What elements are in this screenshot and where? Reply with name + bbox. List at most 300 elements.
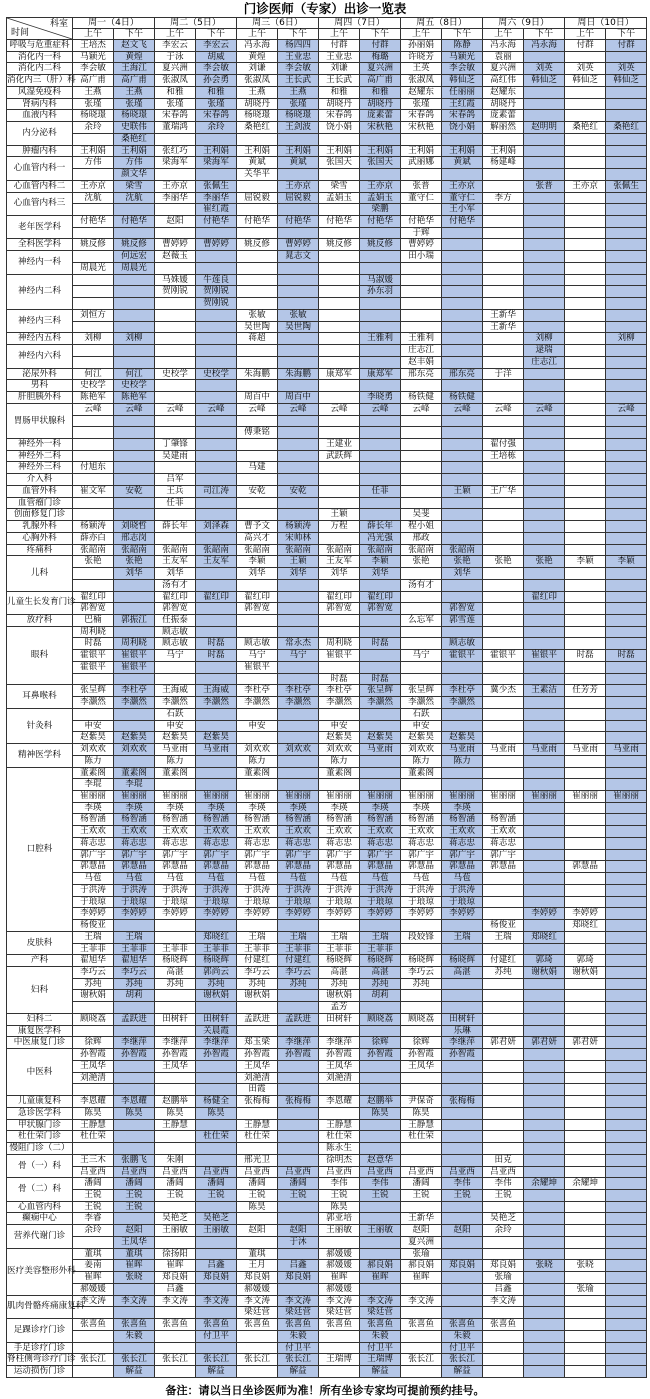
pm-doctor-cell: 苏纯 bbox=[114, 978, 155, 990]
department-name: 创面修复门诊 bbox=[7, 509, 73, 521]
table-row bbox=[7, 1119, 647, 1131]
pm-doctor-cell bbox=[524, 392, 565, 404]
am-doctor-cell: 申安 bbox=[237, 720, 278, 732]
am-doctor-cell bbox=[401, 1154, 442, 1166]
am-doctor-cell: 郝媛媛 bbox=[319, 1283, 360, 1295]
am-doctor-cell bbox=[155, 661, 196, 673]
department-name: 风湿免疫科 bbox=[7, 86, 73, 98]
am-doctor-cell bbox=[73, 251, 114, 263]
am-doctor-cell bbox=[401, 462, 442, 474]
pm-doctor-cell bbox=[524, 262, 565, 274]
department-name: 中医康复门诊 bbox=[7, 1037, 73, 1049]
am-doctor-cell: 王三木 bbox=[73, 1154, 114, 1166]
pm-doctor-cell: 宋春鸽 bbox=[196, 110, 237, 122]
am-doctor-cell bbox=[401, 1307, 442, 1319]
am-doctor-cell: 张瑾 bbox=[73, 98, 114, 110]
am-doctor-cell bbox=[565, 1319, 606, 1331]
am-doctor-cell bbox=[483, 286, 524, 298]
pm-doctor-cell bbox=[196, 708, 237, 720]
am-doctor-cell: 王友军 bbox=[319, 556, 360, 568]
am-doctor-cell bbox=[155, 345, 196, 357]
am-doctor-cell: 吴世陶 bbox=[237, 321, 278, 333]
am-doctor-cell: 李杜亭 bbox=[319, 685, 360, 697]
am-doctor-cell: 王月 bbox=[237, 1260, 278, 1272]
pm-doctor-cell: 王利娟 bbox=[114, 145, 155, 157]
am-doctor-cell: 李文涛 bbox=[155, 1295, 196, 1307]
am-doctor-cell: 李灏然 bbox=[401, 697, 442, 709]
am-doctor-cell bbox=[401, 262, 442, 274]
pm-doctor-cell: 马亚雨 bbox=[442, 744, 483, 756]
pm-doctor-cell: 王亦京 bbox=[442, 180, 483, 192]
pm-doctor-cell bbox=[606, 521, 647, 533]
pm-doctor-cell bbox=[360, 650, 401, 662]
am-doctor-cell bbox=[319, 321, 360, 333]
am-doctor-cell bbox=[319, 262, 360, 274]
pm-doctor-cell: 宋秋艳 bbox=[360, 122, 401, 134]
am-doctor-cell: 云峰 bbox=[73, 403, 114, 415]
pm-doctor-cell bbox=[606, 1107, 647, 1119]
am-doctor-cell: 苏纯 bbox=[73, 978, 114, 990]
pm-doctor-cell bbox=[196, 497, 237, 509]
table-row bbox=[7, 1342, 647, 1354]
pm-doctor-cell bbox=[114, 1084, 155, 1096]
pm-doctor-cell bbox=[360, 661, 401, 673]
am-doctor-cell: 王欢欢 bbox=[155, 826, 196, 838]
am-doctor-cell: 万程 bbox=[319, 521, 360, 533]
day-header: 周日（10日） bbox=[565, 18, 647, 29]
am-doctor-cell: 张韶南 bbox=[319, 544, 360, 556]
am-doctor-cell: 潘阔 bbox=[73, 1178, 114, 1190]
am-doctor-cell bbox=[483, 591, 524, 603]
am-doctor-cell: 付艳华 bbox=[237, 216, 278, 228]
table-row bbox=[7, 356, 647, 368]
am-doctor-cell: 于琅琼 bbox=[155, 896, 196, 908]
am-doctor-cell: 李颖 bbox=[237, 556, 278, 568]
pm-doctor-cell bbox=[442, 990, 483, 1002]
pm-doctor-cell bbox=[442, 673, 483, 685]
department-name: 心血管内科 bbox=[7, 1201, 73, 1213]
pm-doctor-cell: 李继萍 bbox=[196, 1037, 237, 1049]
pm-doctor-cell: 王锐 bbox=[360, 1189, 401, 1201]
pm-doctor-cell bbox=[524, 826, 565, 838]
pm-doctor-cell: 王菲菲 bbox=[114, 943, 155, 955]
schedule-body bbox=[7, 40, 647, 1378]
am-doctor-cell bbox=[73, 1143, 114, 1155]
am-doctor-cell: 王业忠 bbox=[319, 51, 360, 63]
am-doctor-cell bbox=[483, 251, 524, 263]
pm-doctor-cell bbox=[442, 1002, 483, 1014]
pm-doctor-cell bbox=[524, 943, 565, 955]
pm-doctor-cell bbox=[360, 427, 401, 439]
pm-doctor-cell bbox=[606, 755, 647, 767]
am-doctor-cell: 郭亚培 bbox=[319, 1213, 360, 1225]
am-doctor-cell bbox=[155, 673, 196, 685]
pm-doctor-cell bbox=[278, 462, 319, 474]
am-doctor-cell: 胡晓丹 bbox=[237, 98, 278, 110]
pm-doctor-cell bbox=[360, 262, 401, 274]
am-doctor-cell: 王凤华 bbox=[401, 1060, 442, 1072]
table-row bbox=[7, 204, 647, 216]
pm-doctor-cell bbox=[360, 1201, 401, 1213]
am-doctor-cell: 郭智宽 bbox=[319, 603, 360, 615]
am-doctor-cell: 霍银平 bbox=[73, 650, 114, 662]
am-doctor-cell bbox=[237, 497, 278, 509]
am-doctor-cell: 陈力 bbox=[319, 755, 360, 767]
am-doctor-cell: 马苞 bbox=[319, 873, 360, 885]
pm-doctor-cell bbox=[278, 767, 319, 779]
am-doctor-cell bbox=[565, 485, 606, 497]
am-doctor-cell: 任菲 bbox=[155, 497, 196, 509]
am-doctor-cell: 宋秋艳 bbox=[401, 122, 442, 134]
am-doctor-cell bbox=[237, 251, 278, 263]
am-doctor-cell: 杨智涵 bbox=[73, 814, 114, 826]
am-doctor-cell: 郑良娟 bbox=[237, 1272, 278, 1284]
am-doctor-cell bbox=[401, 438, 442, 450]
am-doctor-cell: 王凤华 bbox=[237, 1060, 278, 1072]
am-doctor-cell: 马姝媛 bbox=[155, 274, 196, 286]
pm-doctor-cell: 孙智霞 bbox=[360, 1049, 401, 1061]
pm-doctor-cell: 杜仕荣 bbox=[196, 1131, 237, 1143]
pm-doctor-cell: 崔银平 bbox=[524, 650, 565, 662]
am-doctor-cell: 张喜鱼 bbox=[483, 1319, 524, 1331]
table-row bbox=[7, 274, 647, 286]
pm-doctor-cell bbox=[524, 1236, 565, 1248]
pm-doctor-cell: 王凤华 bbox=[114, 1236, 155, 1248]
pm-doctor-cell: 姚反修 bbox=[360, 239, 401, 251]
am-doctor-cell bbox=[565, 86, 606, 98]
am-doctor-cell bbox=[483, 216, 524, 228]
am-doctor-cell: 李方 bbox=[483, 192, 524, 204]
am-doctor-cell bbox=[483, 708, 524, 720]
am-doctor-cell: 孟芳 bbox=[319, 1002, 360, 1014]
am-doctor-cell: 张敏 bbox=[237, 309, 278, 321]
am-doctor-cell: 崔银平 bbox=[237, 661, 278, 673]
pm-doctor-cell: 宋春鸽 bbox=[442, 110, 483, 122]
am-doctor-cell: 周百中 bbox=[237, 392, 278, 404]
am-doctor-cell bbox=[401, 920, 442, 932]
department-name: 神经外三科 bbox=[7, 462, 73, 474]
pm-doctor-cell bbox=[196, 321, 237, 333]
am-doctor-cell: 胡晓丹 bbox=[483, 98, 524, 110]
am-doctor-cell: 袁丽 bbox=[483, 51, 524, 63]
am-doctor-cell: 王瑞博 bbox=[319, 1354, 360, 1366]
pm-doctor-cell bbox=[196, 251, 237, 263]
pm-doctor-cell bbox=[360, 708, 401, 720]
am-doctor-cell: 陈昊 bbox=[155, 1107, 196, 1119]
am-doctor-cell bbox=[565, 1201, 606, 1213]
am-doctor-cell: 宋春鸽 bbox=[401, 110, 442, 122]
pm-doctor-cell bbox=[606, 1260, 647, 1272]
pm-doctor-cell bbox=[606, 1119, 647, 1131]
am-doctor-cell: 宋春鸽 bbox=[319, 110, 360, 122]
am-doctor-cell bbox=[483, 169, 524, 181]
pm-doctor-cell bbox=[278, 227, 319, 239]
am-doctor-cell: 于琅琼 bbox=[73, 896, 114, 908]
am-doctor-cell bbox=[483, 180, 524, 192]
pm-doctor-cell bbox=[524, 544, 565, 556]
am-doctor-cell: 蒋志忠 bbox=[319, 837, 360, 849]
pm-doctor-cell bbox=[196, 133, 237, 145]
pm-doctor-cell: 李会敏 bbox=[196, 63, 237, 75]
am-doctor-cell: 于洪涛 bbox=[155, 884, 196, 896]
am-doctor-cell: 翟付强 bbox=[483, 438, 524, 450]
am-doctor-cell: 申安 bbox=[73, 720, 114, 732]
department-name: 神经内三科 bbox=[7, 309, 73, 332]
pm-doctor-cell: 张梅梅 bbox=[278, 1096, 319, 1108]
am-doctor-cell bbox=[155, 779, 196, 791]
am-doctor-cell bbox=[565, 356, 606, 368]
table-row bbox=[7, 1049, 647, 1061]
pm-doctor-cell: 郑良娟 bbox=[442, 1260, 483, 1272]
am-doctor-cell bbox=[565, 661, 606, 673]
table-row bbox=[7, 943, 647, 955]
am-doctor-cell bbox=[155, 262, 196, 274]
am-doctor-cell: 孙智霞 bbox=[155, 1049, 196, 1061]
pm-doctor-cell bbox=[606, 697, 647, 709]
pm-doctor-cell bbox=[606, 1189, 647, 1201]
am-doctor-cell: 于洪涛 bbox=[319, 884, 360, 896]
pm-doctor-cell: 李丽华 bbox=[196, 192, 237, 204]
pm-doctor-cell: 郭振江 bbox=[114, 614, 155, 626]
am-doctor-cell: 王菲菲 bbox=[155, 943, 196, 955]
pm-doctor-cell bbox=[606, 204, 647, 216]
pm-doctor-cell bbox=[606, 1319, 647, 1331]
am-doctor-cell bbox=[237, 356, 278, 368]
pm-doctor-cell bbox=[606, 1013, 647, 1025]
pm-doctor-cell: 王小军 bbox=[442, 204, 483, 216]
pm-doctor-cell: 张韶南 bbox=[360, 544, 401, 556]
pm-doctor-cell: 云峰 bbox=[606, 403, 647, 415]
am-doctor-cell bbox=[483, 415, 524, 427]
am-doctor-cell: 苏纯 bbox=[401, 978, 442, 990]
am-doctor-cell: 王锐 bbox=[73, 1201, 114, 1213]
pm-doctor-cell: 黄斌 bbox=[278, 157, 319, 169]
am-doctor-cell: 蒋志忠 bbox=[483, 837, 524, 849]
table-row bbox=[7, 239, 647, 251]
pm-doctor-cell: 和雅 bbox=[196, 86, 237, 98]
pm-doctor-cell: 孟跃进 bbox=[278, 1013, 319, 1025]
pm-doctor-cell bbox=[114, 309, 155, 321]
pm-doctor-cell: 和雅 bbox=[360, 86, 401, 98]
am-doctor-cell bbox=[73, 356, 114, 368]
table-row bbox=[7, 1060, 647, 1072]
pm-doctor-cell: 吕亚西 bbox=[442, 1166, 483, 1178]
am-doctor-cell bbox=[565, 450, 606, 462]
am-doctor-cell: 郭慧晶 bbox=[565, 861, 606, 873]
am-doctor-cell: 李文涛 bbox=[319, 1295, 360, 1307]
pm-doctor-cell bbox=[360, 1131, 401, 1143]
am-doctor-cell: 王菲菲 bbox=[73, 943, 114, 955]
pm-doctor-cell bbox=[114, 1025, 155, 1037]
pm-doctor-cell: 王锐 bbox=[196, 1189, 237, 1201]
am-doctor-cell: 郭慧晶 bbox=[155, 861, 196, 873]
am-doctor-cell: 梁廷营 bbox=[237, 1307, 278, 1319]
am-doctor-cell bbox=[155, 1365, 196, 1377]
pm-doctor-cell: 于琅琼 bbox=[114, 896, 155, 908]
pm-doctor-cell: 云峰 bbox=[278, 403, 319, 415]
am-doctor-cell bbox=[483, 356, 524, 368]
am-doctor-cell bbox=[237, 450, 278, 462]
pm-doctor-cell bbox=[606, 356, 647, 368]
table-row bbox=[7, 192, 647, 204]
department-name: 血管瘤门诊 bbox=[7, 497, 73, 509]
pm-doctor-cell bbox=[278, 497, 319, 509]
pm-doctor-cell: 郭慧晶 bbox=[442, 861, 483, 873]
am-doctor-cell bbox=[319, 380, 360, 392]
table-row bbox=[7, 779, 647, 791]
pm-doctor-cell bbox=[606, 1025, 647, 1037]
pm-doctor-cell: 蒋志忠 bbox=[360, 837, 401, 849]
am-doctor-cell: 张艳 bbox=[73, 556, 114, 568]
pm-doctor-cell bbox=[606, 427, 647, 439]
pm-doctor-cell bbox=[606, 1283, 647, 1295]
pm-doctor-cell bbox=[114, 1131, 155, 1143]
table-row bbox=[7, 1166, 647, 1178]
pm-doctor-cell bbox=[114, 286, 155, 298]
pm-doctor-cell bbox=[524, 216, 565, 228]
am-doctor-cell: 刘恒方 bbox=[73, 309, 114, 321]
pm-doctor-cell bbox=[360, 251, 401, 263]
pm-doctor-cell: 司江涛 bbox=[196, 485, 237, 497]
am-doctor-cell bbox=[319, 485, 360, 497]
pm-doctor-cell: 王瑞 bbox=[442, 931, 483, 943]
table-row bbox=[7, 1365, 647, 1377]
pm-doctor-cell: 马亚雨 bbox=[196, 744, 237, 756]
am-doctor-cell: 胡晓丹 bbox=[319, 98, 360, 110]
am-doctor-cell: 于洪涛 bbox=[237, 884, 278, 896]
am-doctor-cell bbox=[483, 1107, 524, 1119]
pm-doctor-cell bbox=[524, 708, 565, 720]
pm-doctor-cell bbox=[278, 427, 319, 439]
department-name: 乳腺外科 bbox=[7, 521, 73, 533]
am-doctor-cell: 陈昊 bbox=[73, 1107, 114, 1119]
pm-doctor-cell bbox=[196, 626, 237, 638]
pm-doctor-cell bbox=[524, 1096, 565, 1108]
am-doctor-cell bbox=[401, 591, 442, 603]
department-name: 运动损伤门诊 bbox=[7, 1365, 73, 1377]
am-doctor-cell bbox=[319, 626, 360, 638]
pm-doctor-cell bbox=[524, 227, 565, 239]
am-doctor-cell: 陈力 bbox=[401, 755, 442, 767]
pm-doctor-cell bbox=[114, 450, 155, 462]
am-doctor-cell: 王兵 bbox=[155, 485, 196, 497]
am-doctor-cell: 张喜鱼 bbox=[319, 1319, 360, 1331]
am-doctor-cell bbox=[237, 274, 278, 286]
am-doctor-cell bbox=[565, 345, 606, 357]
table-row bbox=[7, 1201, 647, 1213]
pm-doctor-cell bbox=[278, 1060, 319, 1072]
table-row bbox=[7, 521, 647, 533]
am-doctor-cell: 张喜鱼 bbox=[73, 1319, 114, 1331]
am-doctor-cell: 于琅琼 bbox=[237, 896, 278, 908]
am-doctor-cell bbox=[565, 884, 606, 896]
pm-doctor-cell bbox=[360, 438, 401, 450]
am-doctor-cell: 刘谦 bbox=[237, 63, 278, 75]
pm-doctor-cell bbox=[606, 1236, 647, 1248]
am-doctor-cell: 陈艳军 bbox=[73, 392, 114, 404]
am-doctor-cell bbox=[73, 1236, 114, 1248]
pm-doctor-cell bbox=[606, 1002, 647, 1014]
pm-doctor-cell: 邢东亮 bbox=[442, 368, 483, 380]
am-doctor-cell bbox=[319, 532, 360, 544]
am-doctor-cell: 吕鑫 bbox=[483, 1283, 524, 1295]
am-doctor-cell: 杨智涵 bbox=[237, 814, 278, 826]
pm-doctor-cell: 梅璐 bbox=[360, 51, 401, 63]
am-doctor-cell: 赵耀东 bbox=[401, 86, 442, 98]
pm-doctor-cell bbox=[524, 1365, 565, 1377]
table-row bbox=[7, 474, 647, 486]
pm-doctor-cell bbox=[606, 955, 647, 967]
pm-doctor-cell bbox=[278, 298, 319, 310]
am-header: 上午 bbox=[319, 29, 360, 40]
pm-doctor-cell: 于洪涛 bbox=[114, 884, 155, 896]
pm-doctor-cell: 屈锐毅 bbox=[278, 192, 319, 204]
pm-doctor-cell bbox=[196, 262, 237, 274]
am-doctor-cell: 段姣锋 bbox=[401, 931, 442, 943]
pm-doctor-cell bbox=[278, 509, 319, 521]
am-doctor-cell bbox=[483, 673, 524, 685]
am-doctor-cell: 云峰 bbox=[237, 403, 278, 415]
pm-doctor-cell bbox=[442, 1119, 483, 1131]
pm-doctor-cell: 李灏然 bbox=[278, 697, 319, 709]
am-doctor-cell bbox=[565, 157, 606, 169]
am-doctor-cell bbox=[565, 978, 606, 990]
pm-doctor-cell bbox=[524, 497, 565, 509]
am-doctor-cell bbox=[401, 298, 442, 310]
pm-doctor-cell bbox=[114, 708, 155, 720]
pm-doctor-cell bbox=[524, 1049, 565, 1061]
pm-doctor-cell bbox=[196, 1236, 237, 1248]
pm-doctor-cell bbox=[114, 427, 155, 439]
am-doctor-cell bbox=[565, 509, 606, 521]
am-doctor-cell: 李瑛 bbox=[73, 802, 114, 814]
pm-doctor-cell: 王欢欢 bbox=[278, 826, 319, 838]
table-row bbox=[7, 650, 647, 662]
am-doctor-cell bbox=[565, 614, 606, 626]
pm-doctor-cell bbox=[278, 1084, 319, 1096]
pm-doctor-cell: 姚反修 bbox=[114, 239, 155, 251]
pm-doctor-cell: 韩仙芝 bbox=[442, 75, 483, 87]
am-doctor-cell: 王锐 bbox=[237, 1189, 278, 1201]
pm-doctor-cell bbox=[196, 720, 237, 732]
am-doctor-cell bbox=[155, 309, 196, 321]
pm-doctor-cell bbox=[524, 309, 565, 321]
am-doctor-cell: 苏纯 bbox=[319, 978, 360, 990]
pm-doctor-cell bbox=[524, 450, 565, 462]
pm-doctor-cell bbox=[606, 568, 647, 580]
am-doctor-cell: 程小姐 bbox=[401, 521, 442, 533]
am-doctor-cell: 刘欢欢 bbox=[237, 744, 278, 756]
am-doctor-cell: 蒋超 bbox=[237, 333, 278, 345]
am-doctor-cell: 崔晖 bbox=[319, 1272, 360, 1284]
pm-doctor-cell: 付艳华 bbox=[114, 216, 155, 228]
pm-doctor-cell bbox=[606, 1060, 647, 1072]
am-doctor-cell bbox=[565, 1002, 606, 1014]
am-doctor-cell: 李瑛 bbox=[319, 802, 360, 814]
am-doctor-cell bbox=[237, 180, 278, 192]
am-doctor-cell bbox=[237, 1025, 278, 1037]
am-doctor-cell bbox=[483, 509, 524, 521]
pm-doctor-cell bbox=[606, 450, 647, 462]
pm-doctor-cell bbox=[524, 1283, 565, 1295]
pm-doctor-cell: 时磊 bbox=[606, 650, 647, 662]
pm-doctor-cell bbox=[606, 262, 647, 274]
pm-doctor-cell: 曹婷婷 bbox=[278, 239, 319, 251]
am-doctor-cell bbox=[319, 779, 360, 791]
pm-doctor-cell: 付群 bbox=[606, 40, 647, 52]
am-doctor-cell bbox=[319, 497, 360, 509]
pm-doctor-cell: 王利娟 bbox=[278, 145, 319, 157]
